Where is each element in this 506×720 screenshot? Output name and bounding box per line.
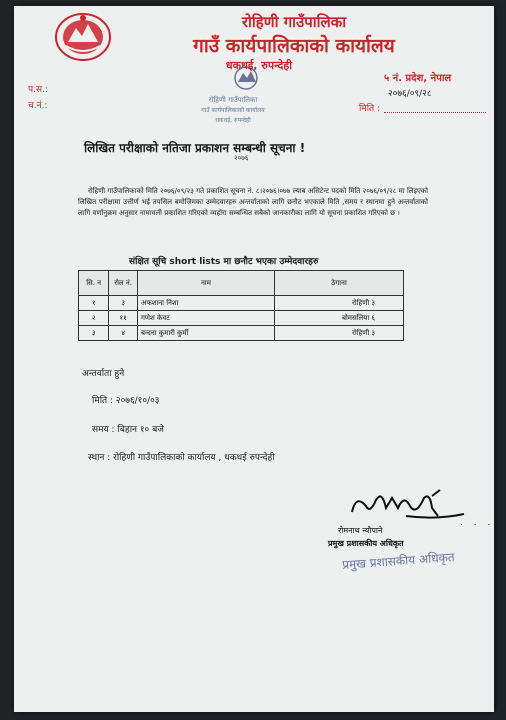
handwritten-date: २०७६/०९/२८ — [388, 89, 432, 99]
cell-name: गणेश केवट — [137, 311, 274, 326]
cell-sn: २ — [79, 311, 109, 326]
miti-dotted-line — [384, 112, 486, 113]
handwritten-signature — [346, 486, 466, 526]
col-header-address: ठेगाना — [275, 271, 404, 296]
shortlist-title: संक्षित सूचि short lists मा छनौट भएका उम्मेदवारहरु — [129, 257, 319, 267]
miti-label: मिति : — [359, 104, 381, 114]
interview-place: स्थान : रोहिणी गाउँपालिकाको कार्यालय , धकधई रुपन्देही — [88, 453, 275, 463]
cell-name: बन्दना कुमारी कुर्मी — [137, 326, 274, 341]
cell-name: अफशाना निशा — [137, 296, 274, 311]
signature-dots: . . . — [460, 518, 494, 528]
shortlist-table — [78, 270, 404, 341]
signatory-stamp: प्रमुख प्रशासकीय अधिकृत — [341, 550, 456, 572]
cell-roll: ४ — [109, 326, 138, 341]
cell-address: बोमसलिया ६ — [275, 311, 404, 326]
cell-sn: ३ — [79, 326, 109, 341]
document-page — [14, 6, 494, 712]
nepal-emblem-logo — [54, 12, 112, 62]
interview-heading: अन्तर्वाता हुने — [82, 369, 125, 379]
table-row — [79, 326, 404, 341]
table-row — [79, 296, 404, 311]
subject-year: २०७६ — [234, 154, 249, 162]
signatory-title: प्रमुख प्रशासकीय अधिकृत — [328, 539, 404, 548]
cell-address: रोहिणी ३ — [275, 296, 404, 311]
cell-sn: १ — [79, 296, 109, 311]
notice-subject: लिखित परीक्षाको नतिजा प्रकाशन सम्बन्धी सूचना ! — [84, 141, 306, 155]
col-header-sn: सि. न — [79, 271, 109, 296]
letterhead-municipality: रोहिणी गाउँपालिका — [241, 13, 347, 31]
col-header-name: नाम — [137, 271, 274, 296]
cell-roll: ११ — [109, 311, 138, 326]
letterhead-location: धकधई, रुपन्देही — [225, 59, 293, 72]
cn-label: च.नं.: — [28, 101, 48, 111]
letterhead-province: ५ नं. प्रदेश, नेपाल — [384, 73, 452, 84]
cell-roll: ३ — [109, 296, 138, 311]
office-stamp — [186, 64, 281, 144]
cell-address: रोहिणी ३ — [275, 326, 404, 341]
signatory-name: रोमनाथ न्यौपाने — [338, 526, 383, 535]
col-header-roll: रोल नं. — [109, 271, 138, 296]
interview-date: मिति : २०७६/१०/०३ — [92, 396, 160, 406]
ps-label: प.स.: — [28, 85, 48, 95]
stamp-line-1: रोहिणी गाउँपालिका — [208, 96, 258, 104]
interview-time: समय : बिहान १० बजे — [92, 425, 164, 435]
table-row — [79, 311, 404, 326]
stamp-line-2: गाउँ कार्यपालिकाको कार्यालय — [201, 107, 265, 114]
table-header-row — [79, 271, 404, 296]
letterhead-office: गाउँ कार्यपालिकाको कार्यालय — [193, 35, 395, 57]
notice-body: रोहिणी गाउँपालिकाको मिति २०७६/०९/२३ गते प्रकाशित सूचना नं. ८।२०७६।०७७ ल्याब असिटेन्ट पदको मिति २०७६/०९/२८ मा लिइएको लिखित परीक्षामा उत्तीर्ण भई तपसिल बमोजिमका उम्मेदवारहरु अन्तर्वाताको लागि छनौट भएकाले मिति ,समय र स्थानमा हुने अन्तर्वाताको लागि वर्णानुक्रम अनुसार नामावली प्रकाशित गरिएको व्यहोरा सम्बन्धित सबैको जानकारीका लागि यो सूचना प्रकाशित गरिएको छ । — [78, 187, 428, 218]
stamp-line-3: धकधई, रुपन्देही — [215, 117, 251, 124]
